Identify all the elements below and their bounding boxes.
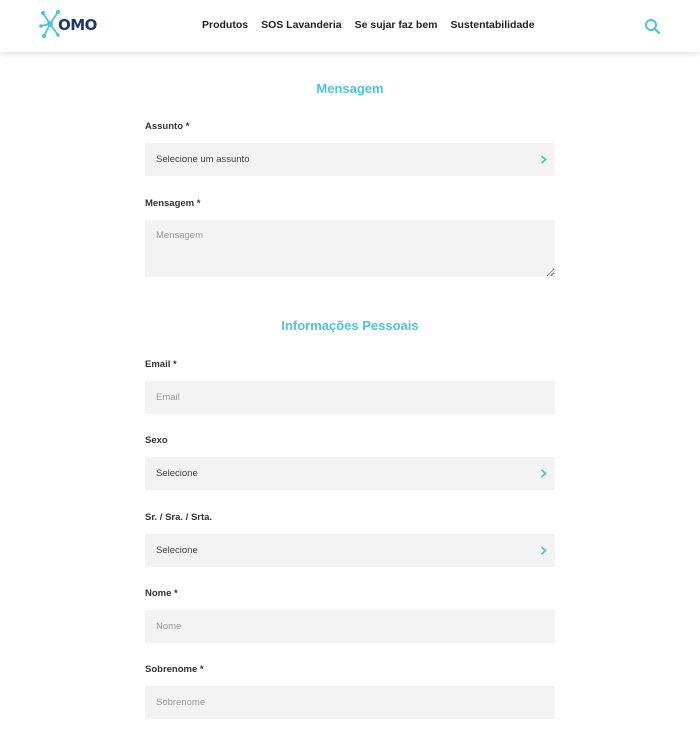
section-title-personal: Informações Pessoais	[281, 318, 419, 333]
chevron-right-icon	[540, 155, 547, 164]
site-header	[0, 0, 700, 52]
email-label: Email *	[145, 359, 177, 370]
first-name-label: Nome *	[145, 588, 178, 599]
nav-sustentabilidade[interactable]: Sustentabilidade	[450, 19, 535, 31]
nav-se-sujar-faz-bem[interactable]: Se sujar faz bem	[354, 19, 438, 31]
message-label: Mensagem *	[145, 198, 201, 209]
gender-select-value: Selecione	[156, 468, 198, 479]
first-name-input[interactable]	[145, 610, 555, 643]
chevron-right-icon	[540, 469, 547, 478]
salutation-select[interactable]	[145, 534, 555, 567]
nav-sos-lavanderia[interactable]: SOS Lavanderia	[261, 19, 342, 31]
gender-label: Sexo	[145, 435, 168, 446]
salutation-select-value: Selecione	[156, 545, 198, 556]
message-textarea[interactable]	[145, 220, 555, 277]
section-title-message: Mensagem	[316, 81, 384, 96]
last-name-input[interactable]	[145, 686, 555, 719]
subject-label: Assunto *	[145, 121, 190, 132]
logo-text: OMO	[58, 16, 97, 34]
message-wrapper	[145, 220, 555, 277]
salutation-label: Sr. / Sra. / Srta.	[145, 512, 213, 523]
email-input[interactable]	[145, 381, 555, 414]
last-name-label: Sobrenome *	[145, 664, 204, 675]
resize-handle-icon[interactable]	[547, 269, 554, 276]
nav-produtos[interactable]: Produtos	[202, 19, 249, 31]
chevron-right-icon	[540, 546, 547, 555]
gender-select[interactable]	[145, 457, 555, 490]
subject-select-value: Selecione um assunto	[156, 154, 250, 165]
search-icon[interactable]	[644, 18, 661, 35]
main-nav	[202, 19, 535, 31]
subject-select[interactable]	[145, 143, 555, 176]
